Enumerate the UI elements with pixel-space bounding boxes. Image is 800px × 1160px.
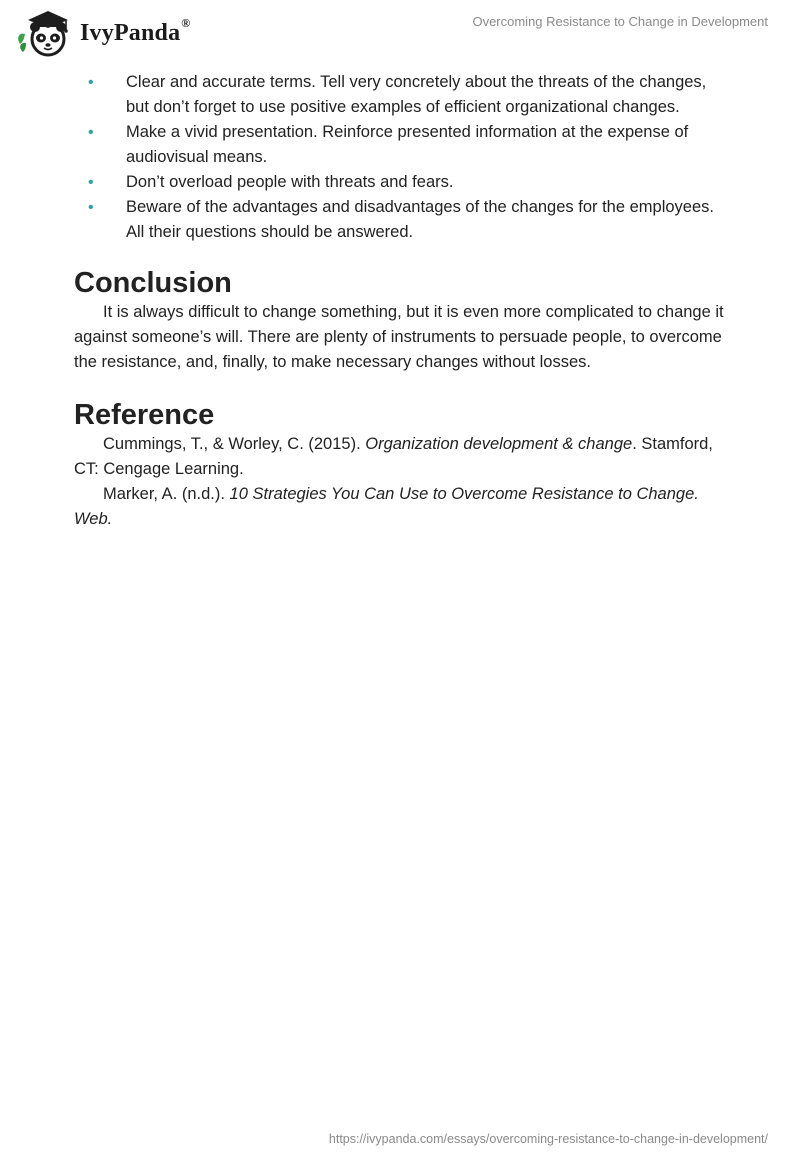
reference-title: Organization development & change xyxy=(365,435,633,453)
bullet-icon: • xyxy=(88,74,94,91)
reference-entry: Cummings, T., & Worley, C. (2015). Organization development & change. Stamford, CT: Cengage Learning. xyxy=(74,435,713,478)
bullet-text: Don’t overload people with threats and fears. xyxy=(126,173,454,191)
registered-mark: ® xyxy=(181,15,191,30)
reference-title: 10 Strategies You Can Use to Overcome Resistance to Change. Web. xyxy=(74,485,699,528)
running-title: Overcoming Resistance to Change in Development xyxy=(472,14,768,29)
conclusion-paragraph: It is always difficult to change something, but it is even more complicated to change it against someone’s will. There are plenty of instruments to persuade people, to overcome the resistance, and, finally, to make necessary changes without losses. xyxy=(74,303,724,371)
source-url[interactable]: https://ivypanda.com/essays/overcoming-resistance-to-change-in-development/ xyxy=(328,1132,768,1146)
bullet-icon: • xyxy=(88,124,94,141)
ivypanda-logo[interactable] xyxy=(14,8,190,58)
bullet-text: Clear and accurate terms. Tell very concretely about the threats of the changes, but don’t forget to use positive examples of efficient organizational changes. xyxy=(126,73,707,116)
list-item xyxy=(74,70,730,120)
list-item xyxy=(74,195,730,245)
conclusion-heading: Conclusion xyxy=(74,267,232,299)
bullet-text: Beware of the advantages and disadvantages of the changes for the employees. All their questions should be answered. xyxy=(126,198,714,241)
bullet-text: Make a vivid presentation. Reinforce presented information at the expense of audiovisual means. xyxy=(126,123,689,166)
reference-heading: Reference xyxy=(74,399,215,431)
bullet-icon: • xyxy=(88,199,94,216)
list-item xyxy=(74,120,730,170)
brand-name: IvyPanda® xyxy=(80,15,191,46)
bullet-list xyxy=(74,70,730,245)
essay-content xyxy=(74,70,730,532)
panda-graduate-icon xyxy=(14,8,76,58)
bullet-icon: • xyxy=(88,174,94,191)
reference-entry: Marker, A. (n.d.). 10 Strategies You Can Use to Overcome Resistance to Change. Web. xyxy=(74,485,699,528)
list-item xyxy=(74,170,730,195)
